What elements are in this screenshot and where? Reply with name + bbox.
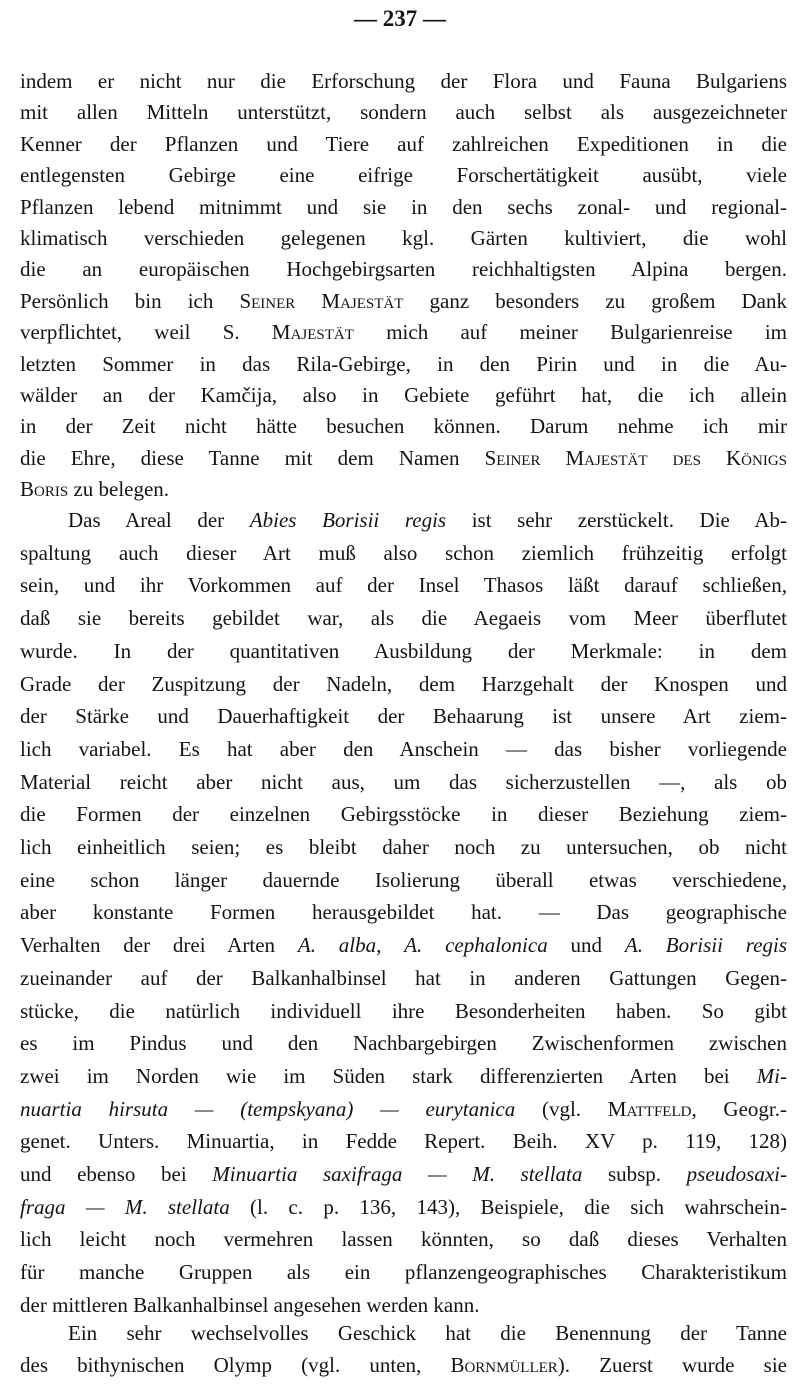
text-line (20, 66, 787, 97)
small-caps-name: Majestät (271, 320, 354, 345)
text-line (20, 443, 787, 474)
text-segment: genet. Unters. Minuartia, in Fedde Repert. Beih. XV p. 119, 128) (20, 1129, 787, 1154)
small-caps-name: Bornmüller (450, 1353, 558, 1377)
text-segment: des bithynischen Olymp (vgl. unten, (20, 1353, 451, 1377)
text-segment: die Ehre, diese Tanne mit dem Namen (20, 445, 485, 470)
text-line (20, 380, 787, 411)
text-line (20, 129, 787, 160)
text-segment: zu belegen. (68, 477, 170, 502)
text-segment: wälder an der Kamčija, also in Gebiete geführt hat, die ich allein (20, 383, 787, 408)
italic-taxon: Mi- (756, 1063, 787, 1088)
text-segment: mich auf meiner Bulgarienreise im (353, 320, 787, 345)
italic-taxon: nuartia hirsuta — (tempskyana) — eurytanica (20, 1096, 516, 1121)
text-segment: zwei im Norden wie im Süden stark differenzierten Arten bei (20, 1063, 757, 1088)
text-segment: wurde. In der quantitativen Ausbildung der Merkmale: in dem (20, 638, 787, 663)
text-segment: Pflanzen lebend mitnimmt und sie in den sechs zonal- und regional- (20, 194, 787, 219)
text-line (20, 1223, 787, 1256)
text-line (20, 1125, 787, 1158)
text-segment: Verhalten der drei Arten (20, 933, 298, 958)
text-line (20, 537, 787, 570)
text-segment: der Stärke und Dauerhaftigkeit der Behaarung ist unsere Art ziem- (20, 704, 787, 729)
text-segment: die Formen der einzelnen Gebirgsstöcke in dieser Beziehung ziem- (20, 802, 787, 827)
text-segment: , (376, 933, 405, 958)
text-line (20, 160, 787, 191)
text-segment: und ebenso bei (20, 1162, 213, 1187)
text-line (20, 569, 787, 602)
text-segment: ganz besonders zu großem Dank (403, 288, 787, 313)
text-segment: eine schon länger dauernde Isolierung überall etwas verschiedene, (20, 867, 787, 892)
text-segment: die an europäischen Hochgebirgsarten reichhaltigsten Alpina bergen. (20, 257, 787, 282)
text-segment: sein, und ihr Vorkommen auf der Insel Thasos läßt darauf schließen, (20, 573, 787, 598)
text-segment: klimatisch verschieden gelegenen kgl. Gärten kultiviert, die wohl (20, 226, 787, 251)
text-line (20, 864, 787, 897)
text-segment: lich variabel. Es hat aber den Anschein — das bisher vorliegende (20, 736, 787, 761)
text-segment: Kenner der Pflanzen und Tiere auf zahlreichen Expeditionen in die (20, 131, 787, 156)
text-segment: Persönlich bin ich (20, 288, 240, 313)
text-segment: (vgl. (515, 1096, 608, 1121)
text-segment: ). Zuerst wurde sie (557, 1353, 787, 1377)
text-segment: daß sie bereits gebildet war, als die Aegaeis vom Meer überflutet (20, 606, 787, 631)
text-line (20, 929, 787, 962)
text-segment: lich einheitlich seien; es bleibt daher noch zu untersuchen, ob nicht (20, 835, 787, 860)
text-line (20, 1349, 787, 1381)
text-line (20, 504, 787, 537)
text-segment: Ein sehr wechselvolles Geschick hat die Benennung der Tanne (68, 1321, 787, 1345)
text-line (20, 1093, 787, 1126)
paragraph-dedication (20, 66, 787, 506)
text-segment: (l. c. p. 136, 143), Beispiele, die sich wahrschein- (229, 1194, 787, 1219)
text-segment: stücke, die natürlich individuell ihre Besonderheiten haben. So gibt (20, 998, 787, 1023)
text-line (20, 192, 787, 223)
text-line (20, 668, 787, 701)
text-segment: indem er nicht nur die Erforschung der Flora und Fauna Bulgariens (20, 69, 787, 93)
small-caps-name: Seiner Majestät des Königs (484, 445, 787, 470)
text-segment: lich leicht noch vermehren lassen könnten, so daß dieses Verhalten (20, 1227, 787, 1252)
small-caps-name: Mattfeld (607, 1096, 692, 1121)
text-line (20, 317, 787, 348)
italic-taxon: Minuartia saxifraga — M. stellata (212, 1162, 583, 1187)
italic-taxon: A. cephalonica (404, 933, 548, 958)
text-line (20, 766, 787, 799)
text-line (20, 798, 787, 831)
text-segment: verpflichtet, weil S. (20, 320, 272, 345)
italic-taxon: Abies Borisii regis (249, 508, 447, 532)
text-segment: aber konstante Formen herausgebildet hat. — Das geographische (20, 900, 787, 925)
text-line (20, 254, 787, 285)
paragraph-areal (20, 504, 787, 1322)
text-line (20, 1060, 787, 1093)
text-segment: entlegensten Gebirge eine eifrige Forschertätigkeit ausübt, viele (20, 163, 787, 188)
paragraph-nomenclature (20, 1317, 787, 1381)
text-line (20, 635, 787, 668)
text-segment: subsp. (582, 1162, 687, 1187)
text-segment: es im Pindus und den Nachbargebirgen Zwischenformen zwischen (20, 1031, 787, 1056)
italic-taxon: A. alba (297, 933, 377, 958)
text-line (20, 831, 787, 864)
text-segment: Material reicht aber nicht aus, um das sicherzustellen —, als ob (20, 769, 787, 794)
text-line (20, 1158, 787, 1191)
page-number: — 237 — (354, 6, 446, 31)
text-line (20, 995, 787, 1028)
text-line (20, 700, 787, 733)
text-line (20, 1027, 787, 1060)
text-segment: ist sehr zerstückelt. Die Ab- (446, 508, 787, 532)
text-line (20, 223, 787, 254)
text-segment: Das Areal der (68, 508, 250, 532)
text-segment: letzten Sommer in das Rila-Gebirge, in den Pirin und in die Au- (20, 351, 787, 376)
text-line (20, 1191, 787, 1224)
text-line (20, 733, 787, 766)
text-line (20, 411, 787, 442)
text-segment: zueinander auf der Balkanhalbinsel hat in anderen Gattungen Gegen- (20, 965, 787, 990)
italic-taxon: pseudosaxi- (686, 1162, 787, 1187)
text-line (20, 896, 787, 929)
text-line (20, 97, 787, 128)
text-segment: in der Zeit nicht hätte besuchen können. Darum nehme ich mir (20, 414, 787, 439)
text-line (20, 1256, 787, 1289)
text-line (20, 474, 787, 505)
text-segment: spaltung auch dieser Art muß also schon ziemlich frühzeitig erfolgt (20, 540, 787, 565)
text-segment: der mittleren Balkanhalbinsel angesehen werden kann. (20, 1292, 480, 1317)
italic-taxon: A. Borisii regis (624, 933, 787, 958)
text-segment: und (547, 933, 625, 958)
text-segment: für manche Gruppen als ein pflanzengeographisches Charakteristikum (20, 1260, 787, 1285)
text-line (20, 962, 787, 995)
small-caps-name: Seiner Majestät (239, 288, 404, 313)
text-line (20, 1317, 787, 1349)
small-caps-name: Boris (20, 477, 69, 502)
text-line (20, 602, 787, 635)
text-segment: Grade der Zuspitzung der Nadeln, dem Harzgehalt der Knospen und (20, 671, 787, 696)
text-line (20, 349, 787, 380)
text-segment: , Geogr.- (691, 1096, 787, 1121)
text-line (20, 286, 787, 317)
italic-taxon: fraga — M. stellata (20, 1194, 230, 1219)
text-segment: mit allen Mitteln unterstützt, sondern auch selbst als ausgezeichneter (20, 100, 787, 125)
